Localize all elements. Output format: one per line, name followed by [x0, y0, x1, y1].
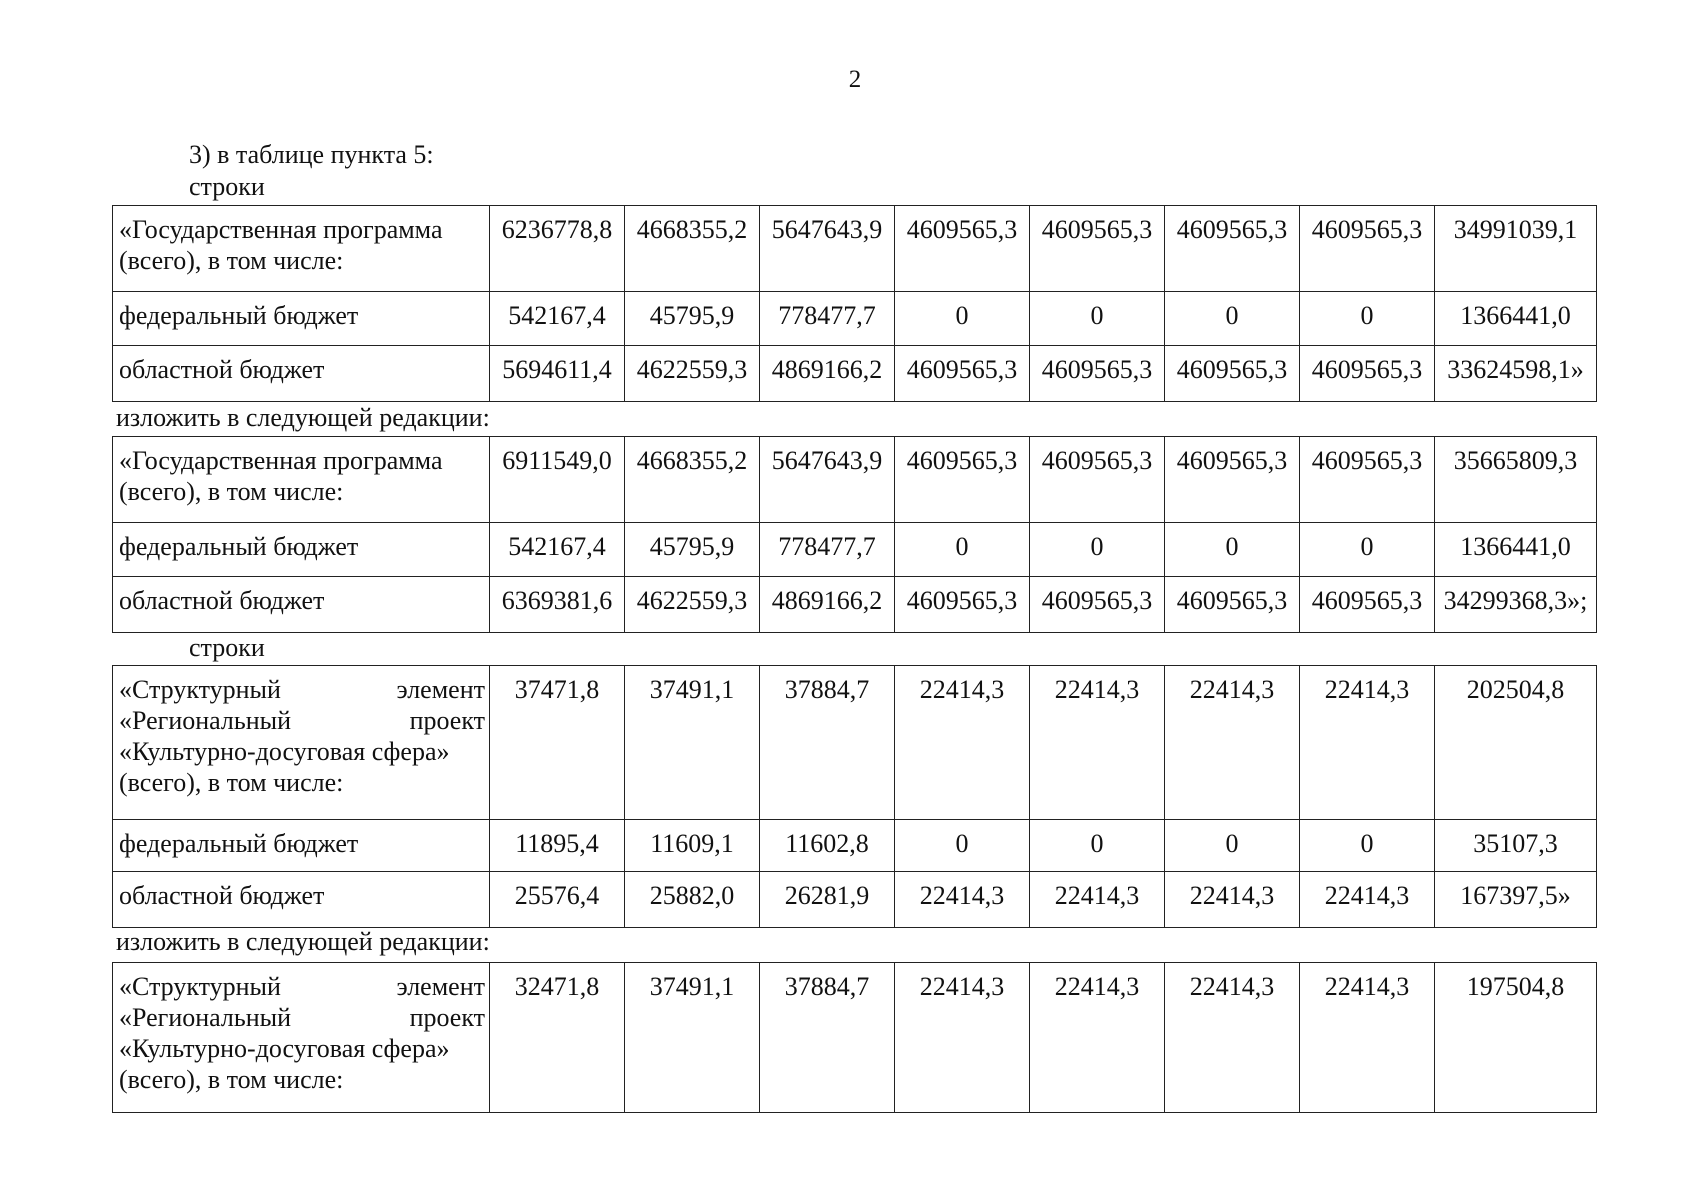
- row-label-line: федеральный бюджет: [119, 532, 359, 561]
- table-row: [113, 577, 1597, 633]
- value-cell: 37884,7: [760, 666, 895, 820]
- value-cell: 5647643,9: [760, 437, 895, 523]
- rows-word-1: строки: [189, 172, 265, 201]
- value-cell: 4609565,3: [1030, 437, 1165, 523]
- value-cell: 25882,0: [625, 872, 760, 928]
- value-cell: 202504,8: [1435, 666, 1597, 820]
- value-cell: 0: [1165, 523, 1300, 577]
- value-cell: 6911549,0: [490, 437, 625, 523]
- row-label-line: областной бюджет: [119, 586, 325, 615]
- value-cell: 11602,8: [760, 820, 895, 872]
- value-cell: 22414,3: [1165, 963, 1300, 1113]
- value-cell: 4622559,3: [625, 346, 760, 402]
- value-cell: 22414,3: [1030, 872, 1165, 928]
- value-cell: 34299368,3»;: [1435, 577, 1597, 633]
- row-label: [113, 206, 490, 292]
- value-cell: 45795,9: [625, 523, 760, 577]
- value-cell: 6236778,8: [490, 206, 625, 292]
- row-label-line: «Культурно-досуговая сфера»: [119, 737, 450, 766]
- row-label-line: «Государственная программа: [119, 215, 443, 244]
- value-cell: 4609565,3: [1165, 577, 1300, 633]
- value-cell: 4609565,3: [895, 346, 1030, 402]
- value-cell: 0: [1030, 292, 1165, 346]
- row-label: [113, 666, 490, 820]
- value-cell: 26281,9: [760, 872, 895, 928]
- row-label-line: федеральный бюджет: [119, 829, 359, 858]
- row-label-line: областной бюджет: [119, 355, 325, 384]
- table-2: [112, 436, 1597, 633]
- value-cell: 4609565,3: [1030, 577, 1165, 633]
- value-cell: 778477,7: [760, 292, 895, 346]
- row-label: [113, 820, 490, 872]
- redaction-line-2: изложить в следующей редакции:: [116, 927, 490, 956]
- row-label-line: (всего), в том числе:: [119, 246, 344, 275]
- value-cell: 35107,3: [1435, 820, 1597, 872]
- row-label-line: областной бюджет: [119, 881, 325, 910]
- value-cell: 0: [1030, 820, 1165, 872]
- row-label-line: «Региональный проект: [119, 1003, 485, 1032]
- row-label-line: (всего), в том числе:: [119, 1065, 344, 1094]
- value-cell: 22414,3: [1300, 666, 1435, 820]
- table-row: [113, 666, 1597, 820]
- table-row: [113, 292, 1597, 346]
- value-cell: 4609565,3: [895, 206, 1030, 292]
- value-cell: 37471,8: [490, 666, 625, 820]
- value-cell: 22414,3: [1300, 872, 1435, 928]
- value-cell: 5694611,4: [490, 346, 625, 402]
- row-label: [113, 577, 490, 633]
- value-cell: 167397,5»: [1435, 872, 1597, 928]
- row-label-line: «Региональный проект: [119, 706, 485, 735]
- value-cell: 5647643,9: [760, 206, 895, 292]
- value-cell: 4609565,3: [1300, 206, 1435, 292]
- row-label-line: федеральный бюджет: [119, 301, 359, 330]
- value-cell: 0: [1165, 820, 1300, 872]
- value-cell: 542167,4: [490, 523, 625, 577]
- value-cell: 4869166,2: [760, 577, 895, 633]
- page-number: 2: [848, 66, 862, 93]
- value-cell: 4869166,2: [760, 346, 895, 402]
- value-cell: 22414,3: [1165, 666, 1300, 820]
- value-cell: 4609565,3: [895, 437, 1030, 523]
- row-label-line: «Структурный элемент: [119, 675, 485, 704]
- table-row: [113, 872, 1597, 928]
- table-3: [112, 665, 1597, 928]
- row-label-line: «Структурный элемент: [119, 972, 485, 1001]
- value-cell: 0: [895, 820, 1030, 872]
- value-cell: 0: [1300, 292, 1435, 346]
- value-cell: 25576,4: [490, 872, 625, 928]
- value-cell: 22414,3: [895, 666, 1030, 820]
- row-label: [113, 963, 490, 1113]
- intro-line: 3) в таблице пункта 5:: [189, 140, 434, 169]
- value-cell: 6369381,6: [490, 577, 625, 633]
- value-cell: 1366441,0: [1435, 523, 1597, 577]
- value-cell: 197504,8: [1435, 963, 1597, 1113]
- value-cell: 4609565,3: [895, 577, 1030, 633]
- value-cell: 0: [895, 523, 1030, 577]
- table-row: [113, 523, 1597, 577]
- value-cell: 4609565,3: [1300, 346, 1435, 402]
- value-cell: 4609565,3: [1165, 346, 1300, 402]
- value-cell: 778477,7: [760, 523, 895, 577]
- table-1: [112, 205, 1597, 402]
- row-label: [113, 437, 490, 523]
- row-label-line: «Государственная программа: [119, 446, 443, 475]
- value-cell: 45795,9: [625, 292, 760, 346]
- value-cell: 4668355,2: [625, 437, 760, 523]
- table-row: [113, 820, 1597, 872]
- value-cell: 4609565,3: [1300, 437, 1435, 523]
- value-cell: 0: [1030, 523, 1165, 577]
- value-cell: 37491,1: [625, 666, 760, 820]
- table-row: [113, 346, 1597, 402]
- row-label: [113, 523, 490, 577]
- row-label-line: «Культурно-досуговая сфера»: [119, 1034, 450, 1063]
- rows-word-2: строки: [189, 633, 265, 662]
- value-cell: 35665809,3: [1435, 437, 1597, 523]
- value-cell: 0: [1300, 523, 1435, 577]
- table-row: [113, 437, 1597, 523]
- value-cell: 4609565,3: [1030, 206, 1165, 292]
- value-cell: 22414,3: [1300, 963, 1435, 1113]
- value-cell: 4668355,2: [625, 206, 760, 292]
- value-cell: 22414,3: [895, 963, 1030, 1113]
- value-cell: 4609565,3: [1165, 206, 1300, 292]
- value-cell: 37884,7: [760, 963, 895, 1113]
- value-cell: 22414,3: [1030, 963, 1165, 1113]
- redaction-line-1: изложить в следующей редакции:: [116, 403, 490, 432]
- value-cell: 0: [1165, 292, 1300, 346]
- value-cell: 32471,8: [490, 963, 625, 1113]
- value-cell: 37491,1: [625, 963, 760, 1113]
- row-label: [113, 292, 490, 346]
- table-row: [113, 963, 1597, 1113]
- value-cell: 11609,1: [625, 820, 760, 872]
- value-cell: 33624598,1»: [1435, 346, 1597, 402]
- value-cell: 4609565,3: [1165, 437, 1300, 523]
- value-cell: 542167,4: [490, 292, 625, 346]
- row-label: [113, 872, 490, 928]
- value-cell: 4622559,3: [625, 577, 760, 633]
- value-cell: 22414,3: [895, 872, 1030, 928]
- value-cell: 34991039,1: [1435, 206, 1597, 292]
- value-cell: 0: [895, 292, 1030, 346]
- row-label-line: (всего), в том числе:: [119, 477, 344, 506]
- row-label-line: (всего), в том числе:: [119, 768, 344, 797]
- value-cell: 22414,3: [1165, 872, 1300, 928]
- value-cell: 4609565,3: [1300, 577, 1435, 633]
- value-cell: 22414,3: [1030, 666, 1165, 820]
- table-row: [113, 206, 1597, 292]
- value-cell: 4609565,3: [1030, 346, 1165, 402]
- value-cell: 11895,4: [490, 820, 625, 872]
- row-label: [113, 346, 490, 402]
- table-4: [112, 962, 1597, 1113]
- value-cell: 0: [1300, 820, 1435, 872]
- value-cell: 1366441,0: [1435, 292, 1597, 346]
